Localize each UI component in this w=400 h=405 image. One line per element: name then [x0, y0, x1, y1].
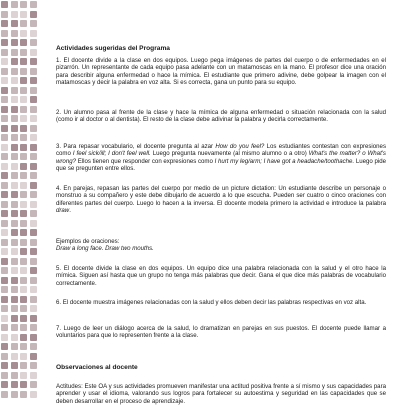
pattern-square	[20, 372, 27, 379]
pattern-square	[11, 96, 18, 103]
observations-title: Observaciones al docente	[56, 364, 138, 371]
pattern-square	[1, 39, 8, 46]
pattern-square	[30, 362, 37, 369]
pattern-square	[30, 324, 37, 331]
pattern-square	[20, 381, 27, 388]
pattern-square	[30, 201, 37, 208]
pattern-square	[1, 381, 8, 388]
pattern-square	[11, 77, 18, 84]
pattern-square	[1, 229, 8, 236]
pattern-square	[11, 277, 18, 284]
pattern-square	[30, 134, 37, 141]
pattern-square	[11, 248, 18, 255]
pattern-square	[30, 182, 37, 189]
pattern-square	[30, 229, 37, 236]
pattern-square	[1, 305, 8, 312]
pattern-square	[11, 296, 18, 303]
pattern-square	[1, 324, 8, 331]
activity-3	[56, 143, 386, 172]
pattern-square	[30, 172, 37, 179]
activity-3-question-3: What's the matter? o What's wrong?	[56, 150, 386, 165]
pattern-square	[30, 115, 37, 122]
pattern-square	[1, 296, 8, 303]
pattern-square	[30, 267, 37, 274]
pattern-square	[20, 220, 27, 227]
activity-3-text-a: 3. Para repasar vocabulario, el docente pregunta al azar	[56, 143, 216, 150]
pattern-square	[11, 372, 18, 379]
activity-2: 2. Un alumno pasa al frente de la clase y hace la mímica de alguna enfermedad o situación relacionada con la salud (como ir al doctor o al dentista). El resto de la clase debe adivinar la palabra y decirla correctamente.	[56, 109, 386, 124]
pattern-square	[20, 277, 27, 284]
pattern-square	[1, 1, 8, 8]
pattern-square	[20, 334, 27, 341]
pattern-square	[30, 334, 37, 341]
pattern-square	[1, 125, 8, 132]
pattern-square	[30, 248, 37, 255]
pattern-square	[1, 163, 8, 170]
pattern-square	[11, 362, 18, 369]
document-page	[49, 0, 394, 405]
pattern-square	[30, 353, 37, 360]
pattern-square	[20, 106, 27, 113]
pattern-square	[11, 58, 18, 65]
pattern-square	[20, 305, 27, 312]
pattern-square	[1, 182, 8, 189]
pattern-square	[20, 248, 27, 255]
pattern-square	[1, 134, 8, 141]
pattern-square	[30, 125, 37, 132]
pattern-square	[20, 11, 27, 18]
pattern-square	[30, 220, 37, 227]
pattern-square	[11, 258, 18, 265]
pattern-square	[11, 267, 18, 274]
pattern-square	[1, 144, 8, 151]
pattern-square	[11, 201, 18, 208]
pattern-square	[11, 191, 18, 198]
pattern-square	[30, 391, 37, 398]
pattern-square	[20, 191, 27, 198]
pattern-square	[1, 334, 8, 341]
pattern-square	[20, 210, 27, 217]
pattern-square	[30, 258, 37, 265]
pattern-square	[1, 372, 8, 379]
pattern-square	[1, 343, 8, 350]
activity-6: 6. El docente muestra imágenes relacionadas con la salud y ellos deben decir las palabras respectivas en voz alta.	[56, 299, 367, 306]
pattern-square	[11, 305, 18, 312]
pattern-square	[1, 258, 8, 265]
pattern-square	[1, 191, 8, 198]
pattern-square	[1, 96, 8, 103]
pattern-square	[20, 144, 27, 151]
activity-5: 5. El docente divide la clase en dos equipos. Un equipo dice una palabra relacionada con la salud y el otro hace la mímica. Siguen así hasta que un grupo no tenga más palabras que decir. Gana el que dice más palabras de vocabulario correctamente.	[56, 265, 386, 287]
pattern-square	[11, 87, 18, 94]
pattern-square	[20, 87, 27, 94]
pattern-square	[11, 324, 18, 331]
pattern-square	[30, 239, 37, 246]
pattern-square	[20, 30, 27, 37]
pattern-square	[1, 210, 8, 217]
pattern-square	[20, 163, 27, 170]
pattern-square	[30, 315, 37, 322]
pattern-square	[20, 201, 27, 208]
pattern-square	[11, 353, 18, 360]
pattern-square	[30, 343, 37, 350]
pattern-square	[1, 391, 8, 398]
pattern-square	[30, 30, 37, 37]
pattern-square	[11, 68, 18, 75]
pattern-square	[1, 115, 8, 122]
pattern-square	[1, 172, 8, 179]
pattern-square	[20, 153, 27, 160]
pattern-square	[20, 286, 27, 293]
pattern-square	[11, 134, 18, 141]
pattern-square	[11, 11, 18, 18]
pattern-square	[30, 87, 37, 94]
activity-7: 7. Luego de leer un diálogo acerca de la salud, lo dramatizan en parejas en sus puestos. El docente puede llamar a voluntarios para que lo representen frente a la clase.	[56, 325, 386, 340]
pattern-square	[30, 305, 37, 312]
activity-3-question-1: How do you feel?	[215, 143, 265, 150]
pattern-square	[20, 391, 27, 398]
activity-1: 1. El docente divide a la clase en dos equipos. Luego pega imágenes de partes del cuerpo o de enfermedades en el pizarrón. Un representante de cada equipo pasa adelante con un matamoscas en la mano. El profesor dice una oración para describir alguna enfermedad o hace la mímica. El estudiante que primero adivine, debe golpear la imagen con el matamoscas y decir la palabra en voz alta. Si es correcta, gana un punto para su equipo.	[56, 57, 386, 87]
pattern-square	[30, 210, 37, 217]
pattern-square	[1, 77, 8, 84]
activity-3-text-e: Luego pide que se pregunten entre ellos.	[56, 157, 386, 173]
pattern-square	[20, 39, 27, 46]
pattern-square	[20, 258, 27, 265]
pattern-square	[30, 372, 37, 379]
pattern-square	[11, 239, 18, 246]
pattern-square	[20, 1, 27, 8]
pattern-square	[11, 334, 18, 341]
pattern-square	[1, 20, 8, 27]
observations-text: Actitudes: Este OA y sus actividades promueven manifestar una actitud positiva frente a sí mismo y sus capacidades para aprender y usar el idioma, valorando sus logros para fortalecer su autoestima y seguridad en las capacidades que se deben desarrollar en el proceso de aprendizaje.	[56, 383, 386, 405]
pattern-square	[1, 153, 8, 160]
pattern-square	[30, 381, 37, 388]
pattern-square	[1, 220, 8, 227]
pattern-square	[11, 163, 18, 170]
activity-3-question-2: I feel sick/ill; I don't feel well.	[72, 150, 151, 158]
pattern-square	[30, 39, 37, 46]
pattern-square	[11, 315, 18, 322]
pattern-square	[20, 343, 27, 350]
pattern-square	[1, 87, 8, 94]
pattern-square	[20, 267, 27, 274]
pattern-square	[30, 11, 37, 18]
pattern-square	[1, 286, 8, 293]
activity-4-text-b: .	[69, 207, 71, 215]
examples-line: Draw a long face. Draw two mouths.	[56, 245, 154, 253]
examples-heading: Ejemplos de oraciones:	[56, 238, 120, 245]
pattern-square	[1, 11, 8, 18]
activity-4-text-a: 4. En parejas, repasan las partes del cuerpo por medio de un picture dictation: Un estudiante describe un personaje o monstruo a su compañero y este debe dibujarlo de acuerdo a lo que escucha. Pueden ser cuatro o cinco oraciones con diferentes partes del cuerpo. Luego lo hacen a la inversa. El docente modela primero la actividad e introduce la palabra	[56, 185, 386, 207]
pattern-square	[1, 315, 8, 322]
activity-3-text-b: Los estudiantes contestan con expresiones como	[56, 143, 386, 158]
activity-3-text-c: Luego pregunta nuevamente (al mismo alumno o a otro)	[150, 150, 309, 158]
pattern-square	[11, 49, 18, 56]
pattern-square	[20, 58, 27, 65]
activity-3-text-d: Ellos tienen que responder con expresiones como	[76, 157, 215, 165]
pattern-square	[20, 115, 27, 122]
pattern-square	[11, 144, 18, 151]
pattern-square	[11, 153, 18, 160]
pattern-square	[20, 239, 27, 246]
pattern-square	[20, 172, 27, 179]
pattern-square	[11, 210, 18, 217]
pattern-square	[11, 39, 18, 46]
pattern-square	[11, 30, 18, 37]
pattern-square	[11, 1, 18, 8]
pattern-square	[30, 68, 37, 75]
pattern-square	[11, 115, 18, 122]
pattern-square	[1, 106, 8, 113]
pattern-square	[30, 106, 37, 113]
pattern-square	[30, 1, 37, 8]
pattern-square	[30, 163, 37, 170]
pattern-square	[20, 77, 27, 84]
pattern-square	[1, 30, 8, 37]
pattern-square	[11, 106, 18, 113]
pattern-square	[11, 220, 18, 227]
activity-4	[56, 185, 386, 214]
pattern-square	[1, 248, 8, 255]
pattern-square	[1, 49, 8, 56]
pattern-square	[20, 353, 27, 360]
pattern-square	[30, 153, 37, 160]
pattern-square	[20, 296, 27, 303]
pattern-square	[20, 125, 27, 132]
pattern-square	[11, 125, 18, 132]
pattern-square	[30, 296, 37, 303]
pattern-square	[30, 20, 37, 27]
pattern-square	[20, 315, 27, 322]
pattern-square	[11, 391, 18, 398]
pattern-square	[30, 191, 37, 198]
pattern-square	[1, 201, 8, 208]
pattern-square	[20, 182, 27, 189]
pattern-square	[30, 277, 37, 284]
pattern-square	[30, 49, 37, 56]
pattern-square	[1, 239, 8, 246]
pattern-square	[11, 286, 18, 293]
section-title: Actividades sugeridas del Programa	[56, 45, 170, 52]
pattern-square	[30, 144, 37, 151]
pattern-square	[20, 362, 27, 369]
pattern-square	[1, 58, 8, 65]
pattern-square	[20, 68, 27, 75]
examples	[56, 238, 386, 253]
pattern-square	[1, 362, 8, 369]
pattern-square	[11, 172, 18, 179]
pattern-square	[1, 353, 8, 360]
pattern-square	[20, 324, 27, 331]
pattern-square	[30, 58, 37, 65]
decorative-square-pattern	[0, 0, 38, 400]
pattern-square	[20, 49, 27, 56]
pattern-square	[20, 229, 27, 236]
pattern-square	[11, 182, 18, 189]
pattern-square	[1, 68, 8, 75]
pattern-square	[11, 381, 18, 388]
pattern-square	[20, 96, 27, 103]
pattern-square	[30, 286, 37, 293]
activity-4-word: draw	[56, 207, 70, 215]
pattern-square	[1, 277, 8, 284]
activity-3-question-4: I hurt my leg/arm; I have got a headache/toothache.	[214, 157, 355, 165]
pattern-square	[20, 20, 27, 27]
pattern-square	[20, 134, 27, 141]
pattern-square	[30, 77, 37, 84]
pattern-square	[30, 96, 37, 103]
pattern-square	[11, 229, 18, 236]
pattern-square	[1, 267, 8, 274]
pattern-square	[11, 20, 18, 27]
pattern-square	[11, 343, 18, 350]
